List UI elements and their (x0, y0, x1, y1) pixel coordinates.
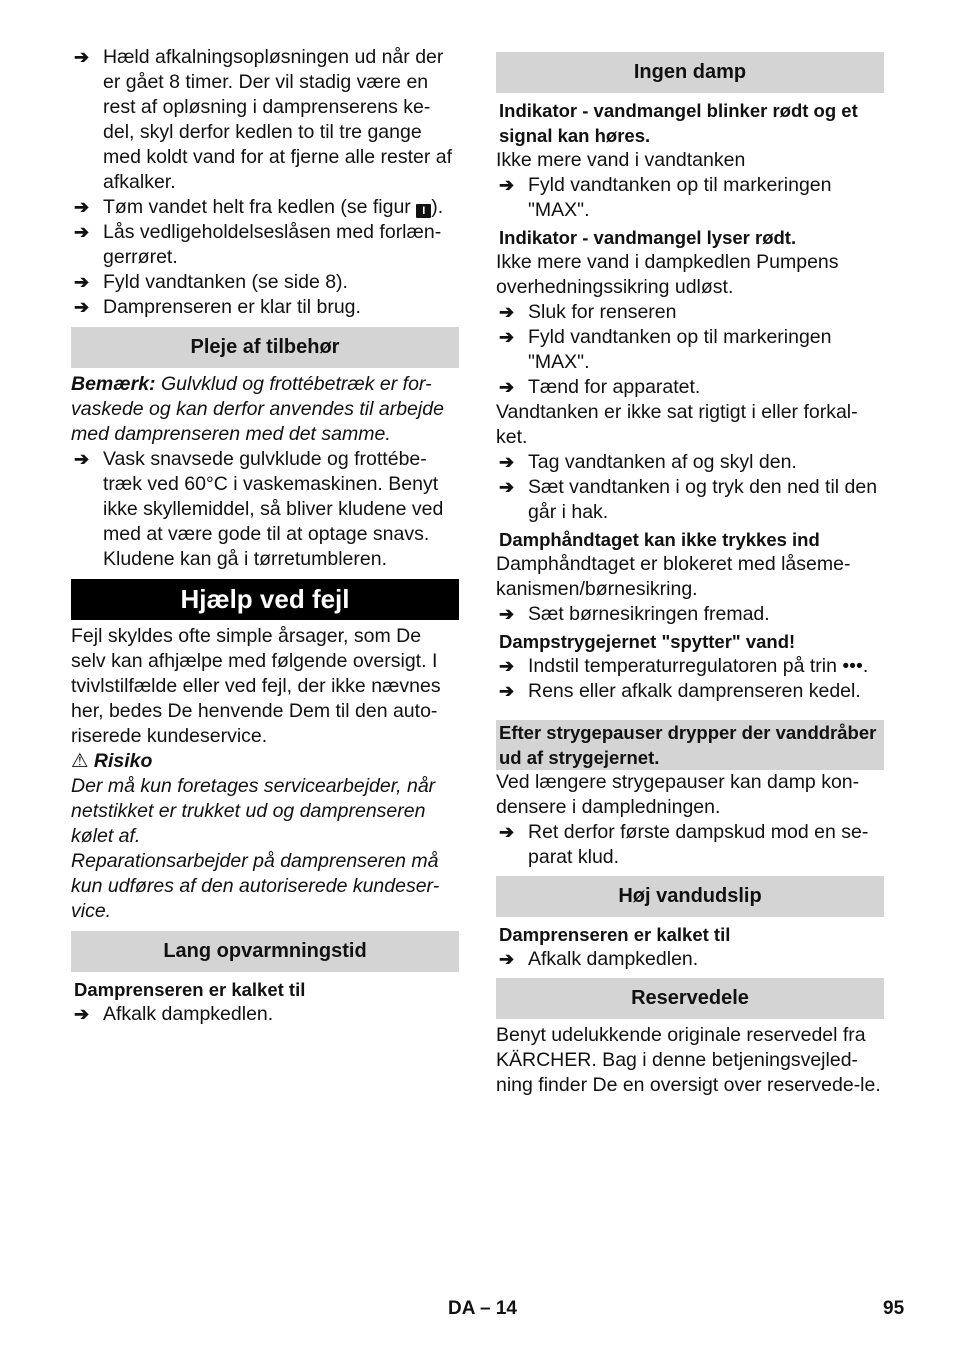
paragraph: Benyt udelukkende originale reservedel fra KÄRCHER. Bag i denne betjeningsvejled-ning finder De en oversigt over reservede-le. (496, 1024, 881, 1096)
paragraph: Ikke mere vand i vandtanken (496, 149, 746, 171)
section-heading-ingen-damp: Ingen damp (496, 52, 884, 93)
arrow-icon: ➔ (499, 656, 515, 676)
arrow-icon: ➔ (499, 377, 515, 397)
note-paragraph: Bemærk: Gulvklud og frottébetræk er for-vaskede og kan derfor anvendes til arbejde med damprenseren med det samme. (71, 373, 444, 445)
figure-ref-icon: I (416, 204, 431, 218)
section-heading-efter: Efter strygepauser drypper der vanddråber ud af strygejernet. (496, 720, 884, 770)
list-item: ➔ Fyld vandtanken op til markeringen "MAX". (499, 174, 832, 221)
right-column (496, 45, 884, 1098)
risk-text: Reparationsarbejder på damprenseren må kun udføres af den autoriserede kundeser-vice. (71, 850, 440, 922)
left-column (71, 45, 459, 1027)
footer-label: DA – 14 (448, 1298, 517, 1319)
list-item: ➔ Vask snavsede gulvklude og frottébe-træk ved 60°C i vaskemaskinen. Benyt ikke skyllemiddel, så bliver kludene ved med at være gode til at optage snavs. Kludene kan gå i tørretumbleren. (74, 448, 444, 570)
subheading: Damprenseren er kalket til (499, 924, 731, 945)
list-item: ➔ Sæt vandtanken i og tryk den ned til den går i hak. (499, 476, 878, 523)
help-paragraph: Fejl skyldes ofte simple årsager, som De selv kan afhjælpe med følgende oversigt. I tvivlstilfælde eller ved fejl, der ikke nævnes her, bedes De henvende Dem til den auto-riserede kundeservice. (71, 625, 441, 747)
arrow-icon: ➔ (74, 197, 90, 217)
arrow-icon: ➔ (499, 327, 515, 347)
arrow-icon: ➔ (499, 681, 515, 701)
note-label: Bemærk: (71, 373, 156, 395)
list-item: ➔ Lås vedligeholdelseslåsen med forlæn-gerrøret. (74, 221, 442, 268)
arrow-icon: ➔ (74, 47, 90, 67)
list-item: ➔ Fyld vandtanken (se side 8). (74, 271, 348, 293)
arrow-icon: ➔ (499, 822, 515, 842)
subheading: Indikator - vandmangel lyser rødt. (499, 227, 797, 248)
section-heading-pleje: Pleje af tilbehør (71, 327, 459, 368)
subheading: Dampstrygejernet "spytter" vand! (499, 631, 796, 652)
page-number: 95 (883, 1298, 905, 1319)
list-item: ➔ Afkalk dampkedlen. (74, 1003, 274, 1025)
risk-label: ⚠ Risiko (71, 750, 153, 772)
arrow-icon: ➔ (74, 449, 90, 469)
list-item: ➔ Hæld afkalningsopløsningen ud når der er gået 8 timer. Der vil stadig være en rest af opløsning i damprenserens ke-del, skyl derfor kedlen to til tre gange med koldt vand for at fjerne alle rester af afkalker. (74, 46, 453, 193)
list-item: ➔ Sluk for renseren (499, 301, 677, 323)
paragraph: Damphåndtaget er blokeret med låseme-kanismen/børnesikring. (496, 553, 851, 600)
list-item: ➔ Fyld vandtanken op til markeringen "MAX". (499, 326, 832, 373)
paragraph: Ved længere strygepauser kan damp kon-densere i dampledningen. (496, 771, 860, 818)
risk-text: Der må kun foretages servicearbejder, når netstikket er trukket ud og damprenseren kølet af. (71, 775, 436, 847)
paragraph: Vandtanken er ikke sat rigtigt i eller forkal-ket. (496, 401, 858, 448)
arrow-icon: ➔ (74, 222, 90, 242)
subheading: Indikator - vandmangel blinker rødt og et signal kan høres. (499, 100, 858, 146)
list-item: ➔ Tag vandtanken af og skyl den. (499, 451, 797, 473)
subheading: Damphåndtaget kan ikke trykkes ind (499, 529, 820, 550)
list-item: ➔ Ret derfor første dampskud mod en se-parat klud. (499, 821, 869, 868)
chapter-heading: Hjælp ved fejl (71, 579, 459, 620)
arrow-icon: ➔ (499, 949, 515, 969)
arrow-icon: ➔ (499, 175, 515, 195)
arrow-icon: ➔ (499, 302, 515, 322)
arrow-icon: ➔ (499, 452, 515, 472)
section-heading-lang: Lang opvarmningstid (71, 931, 459, 972)
section-heading-hoj: Høj vandudslip (496, 876, 884, 917)
arrow-icon: ➔ (499, 477, 515, 497)
list-item: ➔ Damprenseren er klar til brug. (74, 296, 361, 318)
list-item: ➔ Sæt børnesikringen fremad. (499, 603, 770, 625)
paragraph: Ikke mere vand i dampkedlen Pumpens overhedningssikring udløst. (496, 251, 839, 298)
warning-icon: ⚠ (71, 750, 89, 772)
list-item: ➔ Indstil temperaturregulatoren på trin •••. (499, 655, 869, 677)
arrow-icon: ➔ (499, 604, 515, 624)
arrow-icon: ➔ (74, 272, 90, 292)
arrow-icon: ➔ (74, 1004, 90, 1024)
list-item: ➔ Tænd for apparatet. (499, 376, 701, 398)
list-item: ➔ Rens eller afkalk damprenseren kedel. (499, 680, 861, 702)
list-item: ➔ Tøm vandet helt fra kedlen (se figur I ). (74, 196, 444, 218)
section-heading-reservedele: Reservedele (496, 978, 884, 1019)
arrow-icon: ➔ (74, 297, 90, 317)
subheading: Damprenseren er kalket til (74, 979, 306, 1000)
list-item: ➔ Afkalk dampkedlen. (499, 948, 699, 970)
